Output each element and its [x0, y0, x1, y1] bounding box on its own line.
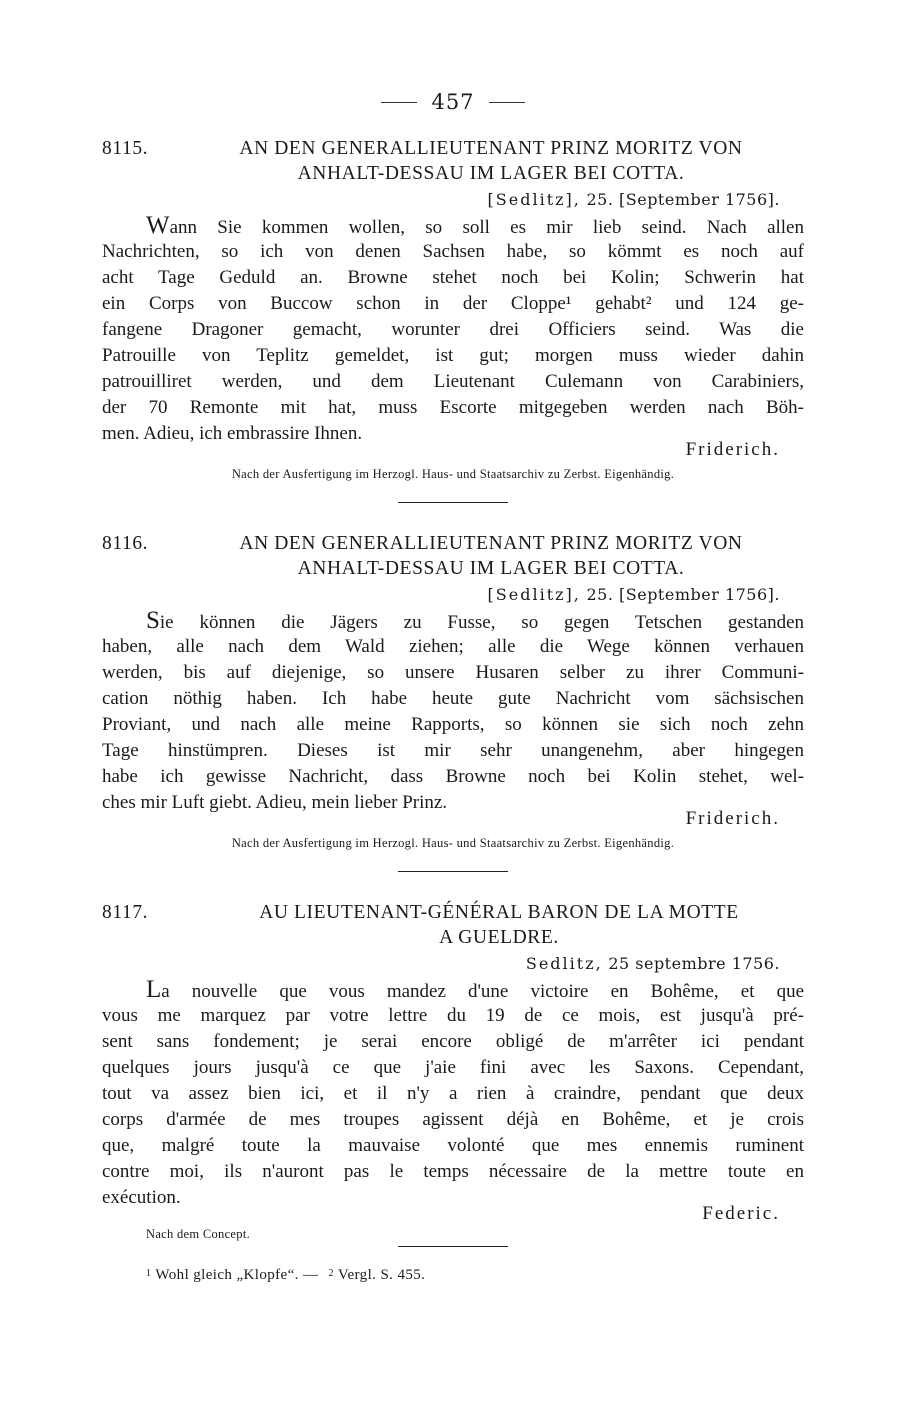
date-text: 25. [September 1756]. — [586, 585, 780, 604]
footnote-text: Vergl. S. 455. — [337, 1267, 426, 1283]
source-note: Nach der Ausfertigung im Herzogl. Haus- und Staatsarchiv zu Zerbst. Eigenhändig. — [231, 467, 675, 481]
section-divider — [398, 871, 508, 872]
letter-title-line: AU LIEUTENANT-GÉNÉRAL BARON DE LA MOTTE — [259, 902, 739, 923]
body-line: ches mir Luft giebt. Adieu, mein lieber Prinz. — [102, 792, 448, 813]
body-line: exécution. — [102, 1187, 181, 1208]
letter-title — [178, 136, 804, 186]
body-line: Sie können die Jägers zu Fusse, so gegen Tetschen gestanden — [146, 607, 804, 634]
date-place: [Sedlitz], — [487, 190, 581, 209]
letter-title-line: AN DEN GENERALLIEUTENANT PRINZ MORITZ VON — [239, 138, 743, 159]
header-dash-right — [489, 102, 525, 103]
source-note: Nach der Ausfertigung im Herzogl. Haus- und Staatsarchiv zu Zerbst. Eigenhändig. — [231, 836, 675, 850]
letter-8115 — [102, 136, 804, 482]
source-note: Nach dem Concept. — [146, 1227, 251, 1241]
date-text: 25 septembre 1756. — [608, 954, 780, 973]
body-line: men. Adieu, ich embrassire Ihnen. — [102, 423, 363, 444]
letter-body — [102, 608, 804, 816]
letter-dateline — [102, 190, 780, 209]
letter-number: 8116. — [102, 533, 149, 554]
body-line: La nouvelle que vous mandez d'une victoire en Bohême, et que — [146, 976, 804, 1003]
letter-title-line: AN DEN GENERALLIEUTENANT PRINZ MORITZ VON — [239, 533, 743, 554]
document-page — [102, 90, 804, 1284]
letter-8116 — [102, 531, 804, 851]
header-dash-left — [381, 102, 417, 103]
footnote-marker: 2 — [328, 1268, 334, 1279]
body-line: vous me marquez par votre lettre du 19 de ce mois, est jusqu'à pré- — [102, 1005, 804, 1026]
page-header — [102, 90, 804, 114]
signature: Friderich. — [685, 439, 780, 460]
letter-8117 — [102, 900, 804, 1242]
footnote-marker: 1 — [146, 1268, 152, 1279]
body-line: quelques jours jusqu'à ce que j'aie fini avec les Saxons. Cependant, — [102, 1057, 804, 1078]
body-line: que, malgré toute la mauvaise volonté que mes ennemis ruminent — [102, 1135, 804, 1156]
drop-initial: L — [146, 976, 162, 1003]
body-line: corps d'armée de mes troupes agissent déjà en Bohême, et je crois — [102, 1109, 804, 1130]
drop-initial: S — [146, 607, 160, 634]
body-line: tout va assez bien ici, et il n'y a rien à craindre, pendant que deux — [102, 1083, 804, 1104]
letter-number: 8117. — [102, 902, 149, 923]
letter-heading — [102, 900, 804, 950]
letter-title-line: A GUELDRE. — [439, 927, 559, 948]
body-line: cation nöthig haben. Ich habe heute gute Nachricht vom sächsischen — [102, 688, 804, 709]
date-place: [Sedlitz], — [487, 585, 581, 604]
letter-heading — [102, 136, 804, 186]
footnote-divider — [398, 1246, 508, 1247]
body-line: ein Corps von Buccow schon in der Cloppe¹ gehabt² und 124 ge- — [102, 293, 804, 314]
body-line: Wann Sie kommen wollen, so soll es mir lieb seind. Nach allen — [146, 212, 804, 239]
date-text: 25. [September 1756]. — [586, 190, 780, 209]
body-line: werden, bis auf diejenige, so unsere Husaren selber zu ihrer Communi- — [102, 662, 804, 683]
signature: Federic. — [702, 1203, 780, 1224]
body-line: haben, alle nach dem Wald ziehen; alle die Wege können verhauen — [102, 636, 804, 657]
letter-body — [102, 977, 804, 1211]
letter-title — [194, 900, 804, 950]
body-line: Patrouille von Teplitz gemeldet, ist gut; morgen muss wieder dahin — [102, 345, 804, 366]
body-line: der 70 Remonte mit hat, muss Escorte mitgegeben werden nach Böh- — [102, 397, 804, 418]
letter-number: 8115. — [102, 138, 149, 159]
body-line: patrouilliret werden, und dem Lieutenant Culemann von Carabiniers, — [102, 371, 804, 392]
letter-dateline — [102, 585, 780, 604]
drop-initial: W — [146, 212, 170, 239]
body-line: sent sans fondement; je serai encore obligé de m'arrêter ici pendant — [102, 1031, 804, 1052]
body-line: contre moi, ils n'auront pas le temps nécessaire de la mettre toute en — [102, 1161, 804, 1182]
page-number: 457 — [431, 90, 475, 114]
letter-title-line: ANHALT-DESSAU IM LAGER BEI COTTA. — [297, 163, 685, 184]
footnotes — [146, 1267, 804, 1284]
signature: Friderich. — [685, 808, 780, 829]
body-line: Tage hinstümpren. Dieses ist mir sehr unangenehm, aber hingegen — [102, 740, 804, 761]
letter-dateline — [102, 954, 780, 973]
section-divider — [398, 502, 508, 503]
body-line: Nachrichten, so ich von denen Sachsen habe, so kömmt es noch auf — [102, 241, 804, 262]
letter-title-line: ANHALT-DESSAU IM LAGER BEI COTTA. — [297, 558, 685, 579]
body-line: acht Tage Geduld an. Browne stehet noch bei Kolin; Schwerin hat — [102, 267, 804, 288]
letter-title — [178, 531, 804, 581]
body-line: Proviant, und nach alle meine Rapports, so können sie sich noch zehn — [102, 714, 804, 735]
date-place: Sedlitz, — [525, 954, 603, 973]
body-line: fangene Dragoner gemacht, worunter drei Officiers seind. Was die — [102, 319, 804, 340]
body-line: habe ich gewisse Nachricht, dass Browne noch bei Kolin stehet, wel- — [102, 766, 804, 787]
letter-heading — [102, 531, 804, 581]
letter-body — [102, 213, 804, 447]
footnote-text: Wohl gleich „Klopfe“. — — [155, 1267, 319, 1283]
